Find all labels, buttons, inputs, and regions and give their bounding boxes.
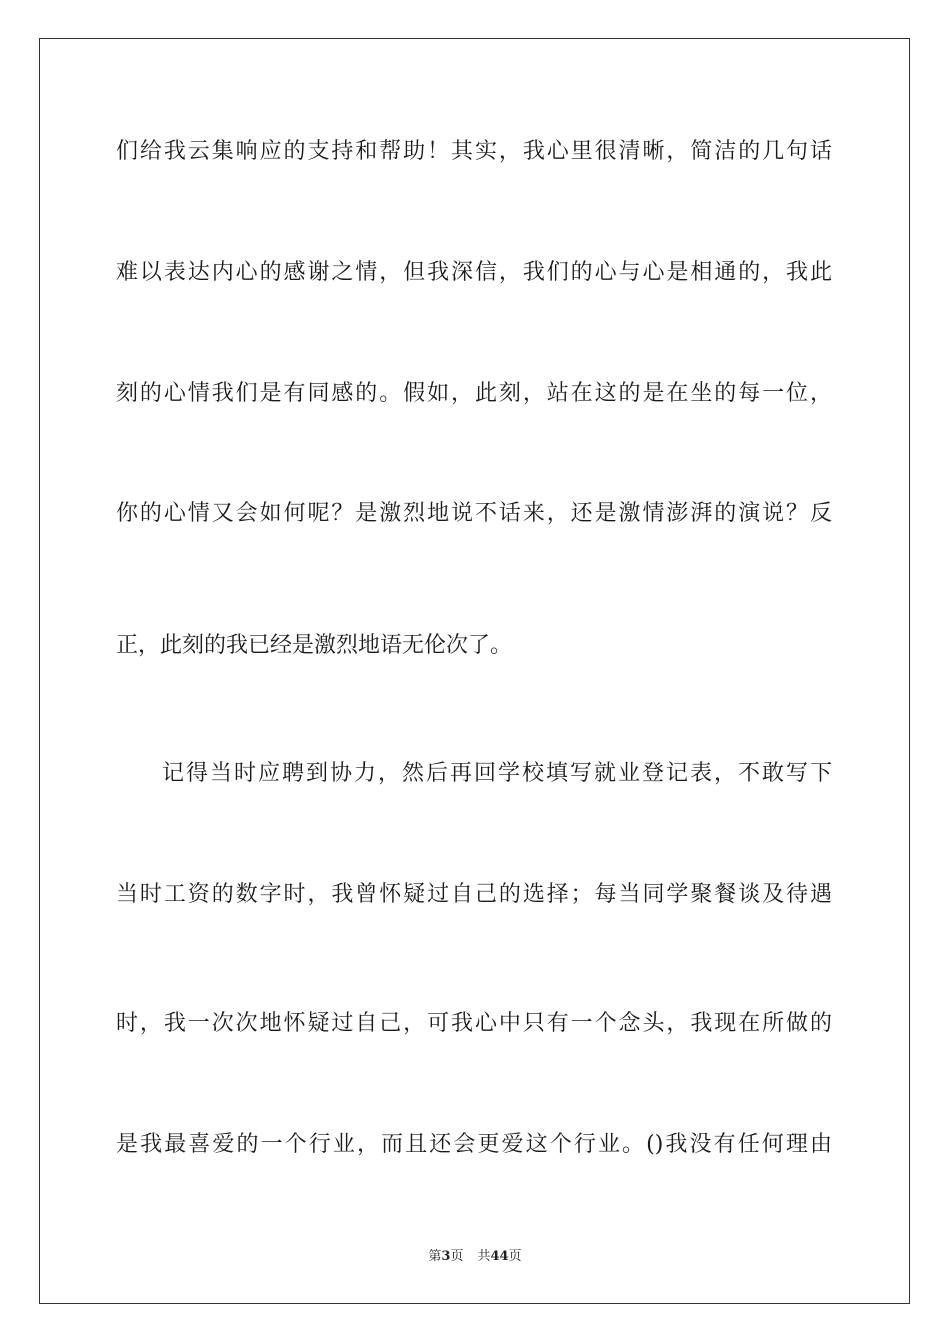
page-border [39,38,910,1304]
page-prefix: 第 [428,1249,442,1264]
text-line-3: 刻的心情我们是有同感的。假如，此刻，站在这的是在坐的每一位， [116,381,832,406]
total-suffix: 页 [508,1249,522,1264]
text-line-8: 时，我一次次地怀疑过自己，可我心中只有一个念头，我现在所做的 [116,1011,832,1036]
text-line-6: 记得当时应聘到协力，然后再回学校填写就业登记表，不敢写下 [162,761,832,786]
page-number: 3 [441,1249,451,1264]
text-line-7: 当时工资的数字时，我曾怀疑过自己的选择；每当同学聚餐谈及待遇 [116,882,832,907]
text-line-5: 正，此刻的我已经是激烈地语无伦次了。 [116,633,513,658]
page-footer [0,1248,950,1266]
text-line-1: 们给我云集响应的支持和帮助！其实，我心里很清晰，简洁的几句话 [116,139,832,164]
total-prefix: 共 [477,1249,491,1264]
text-line-2: 难以表达内心的感谢之情，但我深信，我们的心与心是相通的，我此 [116,260,832,285]
page-suffix: 页 [450,1249,464,1264]
text-line-9: 是我最喜爱的一个行业，而且还会更爱这个行业。()我没有任何理由 [116,1132,832,1157]
text-line-4: 你的心情又会如何呢？是激烈地说不话来，还是激情澎湃的演说？反 [116,501,832,526]
total-pages: 44 [490,1249,509,1264]
